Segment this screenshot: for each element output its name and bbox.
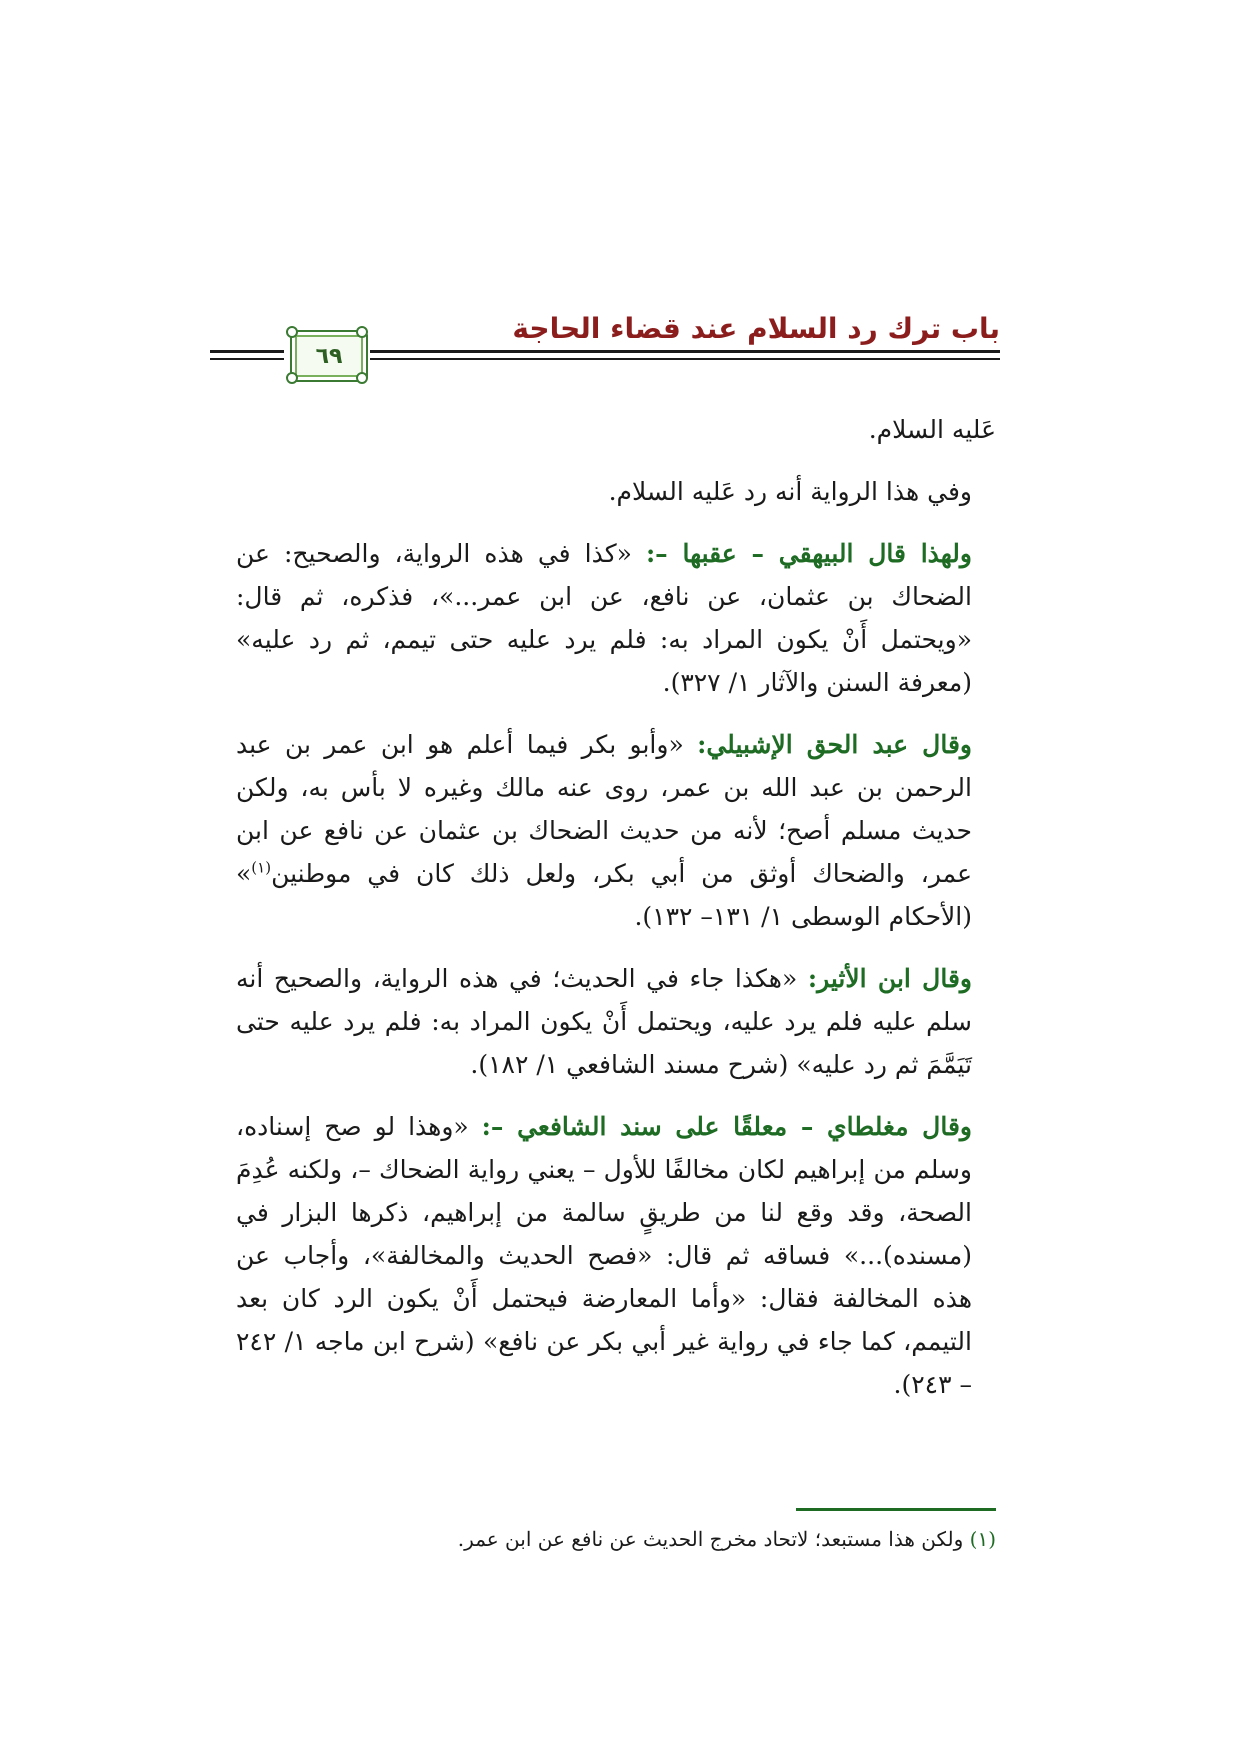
speaker-lead: ولهذا قال البيهقي – عقبها –: [645, 539, 973, 568]
footnote-text: ولكن هذا مستبعد؛ لاتحاد مخرج الحديث عن نافع عن ابن عمر. [457, 1527, 970, 1551]
paragraph-6 [236, 1105, 996, 1406]
header-rule-left-top [210, 350, 284, 353]
paragraph-text: «وأبو بكر فيما أعلم هو ابن عمر بن عبد الرحمن بن عبد الله بن عمر، روى عنه مالك وغيره لا بأس به، ولكن حديث مسلم أصح؛ لأنه من حديث الضحاك بن عثمان عن نافع عن ابن عمر، والضحاك أوثق من أبي بكر، ولعل ذلك كان في موطنين [236, 730, 972, 888]
page-header [210, 300, 1000, 390]
speaker-lead: وقال ابن الأثير: [807, 964, 972, 993]
footnote-separator [796, 1508, 996, 1511]
paragraph-text: عَليه السلام. [868, 415, 996, 444]
speaker-lead: وقال عبد الحق الإشبيلي: [697, 730, 972, 759]
paragraph-text: «كذا في هذه الرواية، والصحيح: عن الضحاك بن عثمان، عن نافع، عن ابن عمر...»، فذكره، ثم قال: «ويحتمل أَنْ يكون المراد به: فلم يرد عليه حتى تيمم، ثم رد عليه» (معرفة السنن والآثار ١/ ٣٢٧). [236, 539, 972, 697]
speaker-lead: وقال مغلطاي – معلقًا على سند الشافعي –: [481, 1112, 972, 1141]
paragraph-text: » (الأحكام الوسطى ١/ ١٣١– ١٣٢). [236, 859, 972, 931]
ornament-icon [286, 326, 298, 338]
footnote-reference[interactable]: (١) [251, 858, 272, 877]
paragraph-5 [236, 957, 996, 1086]
paragraph-1 [236, 408, 996, 451]
paragraph-text: «هكذا جاء في الحديث؛ في هذه الرواية، والصحيح أنه سلم عليه فلم يرد عليه، ويحتمل أَنْ يكون المراد به: فلم يرد عليه حتى تَيَمَّمَ ثم رد عليه» (شرح مسند الشافعي ١/ ١٨٢). [236, 964, 972, 1079]
paragraph-text: وفي هذا الرواية أنه رد عَليه السلام. [608, 477, 972, 506]
ornament-icon [356, 326, 368, 338]
header-rule-top [370, 350, 1000, 353]
ornament-icon [356, 372, 368, 384]
page-number: ٦٩ [315, 343, 343, 369]
main-text [236, 408, 996, 1425]
ornament-icon [286, 372, 298, 384]
paragraph-3 [236, 532, 996, 704]
paragraph-2 [236, 470, 996, 513]
running-title: باب ترك رد السلام عند قضاء الحاجة [512, 312, 1000, 345]
footnote [236, 1522, 996, 1556]
header-rule-bottom [370, 358, 1000, 360]
header-rule-left-bottom [210, 358, 284, 360]
paragraph-4 [236, 723, 996, 938]
footnote-number: (١) [969, 1527, 996, 1551]
paragraph-text: «وهذا لو صح إسناده، وسلم من إبراهيم لكان مخالفًا للأول – يعني رواية الضحاك –، ولكنه عُدِمَ الصحة، وقد وقع لنا من طريقٍ سالمة من إبراهيم، ذكرها البزار في (مسنده)...» فساقه ثم قال: «فصح الحديث والمخالفة»، وأجاب عن هذه المخالفة فقال: «وأما المعارضة فيحتمل أَنْ يكون الرد كان بعد التيمم، كما جاء في رواية غير أبي بكر عن نافع» (شرح ابن ماجه ١/ ٢٤٢ – ٢٤٣). [236, 1112, 972, 1399]
